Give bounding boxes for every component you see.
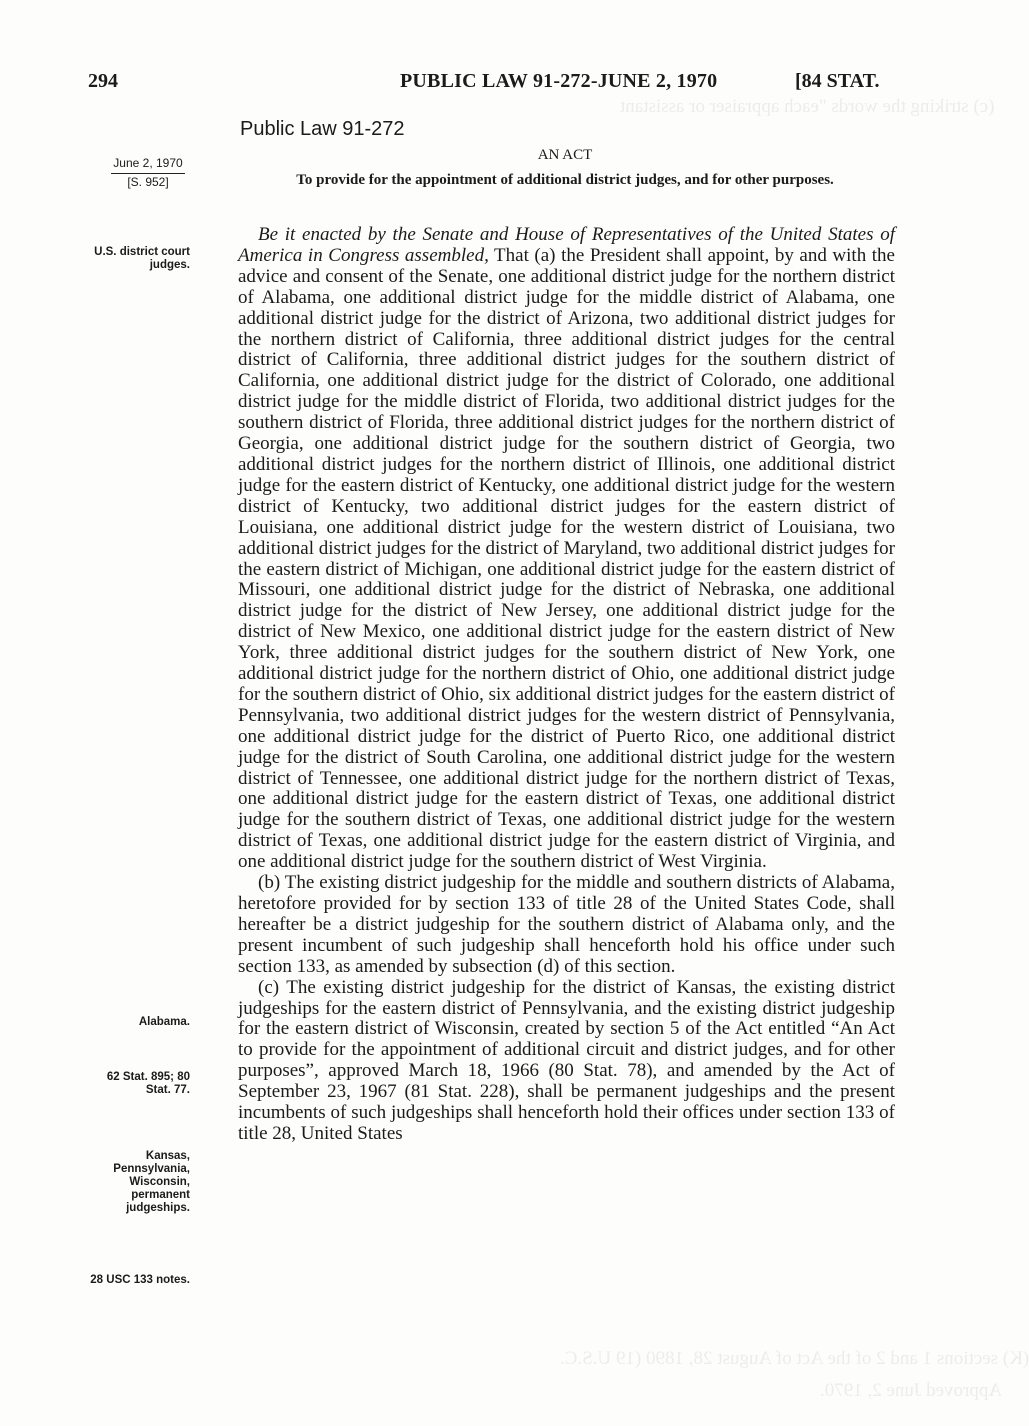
section-a-text: That (a) the President shall appoint, by and with the advice and consent of the Senate, one additional district judge for the northern district of Alabama, one additional district judge for the middle district of Alabama, one additional district judge for the district of Arizona, two additional district judges for the northern district of California, three additional district judges for the central district of California, three additional district judges for the southern district of California, one additional district judge for the district of Colorado, one additional district judge for the middle district of Florida, two additional district judges for the southern district of Florida, three additional district judges for the northern district of Georgia, one additional district judge for the southern district of Georgia, two additional district judges for the northern district of Illinois, one additional district judge for the eastern district of Kentucky, one additional district judge for the western district of Kentucky, two additional district judges for the eastern district of Louisiana, one additional district judge for the western district of Louisiana, two additional district judges for the district of Maryland, two additional district judges for the eastern district of Michigan, one additional district judge for the eastern district of Missouri, one additional district judge for the district of Nebraska, one additional district judge for the district of New Jersey, one additional district judge for the district of New Mexico, one additional district judge for the eastern district of New York, three additional district judges for the southern district of New York, one additional district judge for the northern district of Ohio, one additional district judge for the southern district of Ohio, six additional district judges for the eastern district of Pennsylvania, two additional district judges for the western district of Pennsylvania, one additional district judge for the district of Puerto Rico, one additional district judge for the district of South Carolina, one additional district judge for the western district of Tennessee, one additional district judge for the northern district of Texas, one additional district judge for the eastern district of Texas, one additional district judge for the southern district of Texas, one additional district judge for the western district of Texas, one additional district judge for the eastern district of Virginia, and one additional district judge for the southern district of West Virginia. — [238, 244, 895, 873]
section-c-paragraph: (c) The existing district judgeship for the district of Kansas, the existing district judgeships for the eastern district of Pennsylvania, and the existing district judgeship for the eastern district of Wisconsin, created by section 5 of the Act entitled “An Act to provide for the appointment of additional circuit and district judges, and for other purposes”, approved March 18, 1966 (80 Stat. 78), and amended by the Act of September 23, 1967 (81 Stat. 228), shall be permanent judgeships and the present incumbents of such judgeships shall henceforth hold their offices under section 133 of title 28, United States — [238, 976, 895, 1144]
enactment-date: June 2, 1970 — [113, 156, 183, 170]
margin-note-district-judges: U.S. district court judges. — [94, 246, 190, 271]
section-a-paragraph — [238, 225, 895, 873]
margin-date-block — [96, 155, 200, 191]
margin-note-permanent-judgeships: Kansas, Pennsylvania, Wisconsin, permanent judgeships. — [113, 1150, 190, 1214]
page-number: 294 — [88, 70, 118, 92]
margin-note-usc-notes: 28 USC 133 notes. — [90, 1274, 190, 1286]
bleed-through-text: Approved June 2, 1970. — [820, 1380, 1003, 1401]
bill-number: [S. 952] — [111, 173, 185, 191]
act-title: AN ACT — [537, 147, 593, 163]
margin-note-alabama: Alabama. — [138, 1016, 190, 1028]
enacting-clause: Be it enacted by the Senate and House of Representatives of the United States of America in Congress assembled, — [238, 224, 895, 266]
statute-body — [238, 225, 895, 1145]
bleed-through-text: (c) striking the words "each appraiser or assistant — [620, 96, 995, 117]
running-head: PUBLIC LAW 91-272-JUNE 2, 1970 — [400, 70, 718, 92]
section-b-paragraph: (b) The existing district judgeship for the middle and southern districts of Alabama, heretofore provided for by section 133 of title 28 of the United States Code, shall hereafter be a district judgeship for the southern district of Alabama only, and the present incumbent of such judgeship shall henceforth hold his office under such section 133, as amended by subsection (d) of this section. — [238, 872, 895, 977]
margin-note-stat-citation: 62 Stat. 895; 80 Stat. 77. — [106, 1071, 190, 1096]
public-law-label: Public Law 91-272 — [240, 118, 405, 140]
statute-reference: [84 STAT. — [795, 70, 880, 92]
act-purpose: To provide for the appointment of additional district judges, and for other purposes. — [296, 172, 834, 188]
bleed-through-text: (K) sections 1 and 2 of the Act of August 28, 1890 (19 U.S.C. — [560, 1348, 1029, 1369]
